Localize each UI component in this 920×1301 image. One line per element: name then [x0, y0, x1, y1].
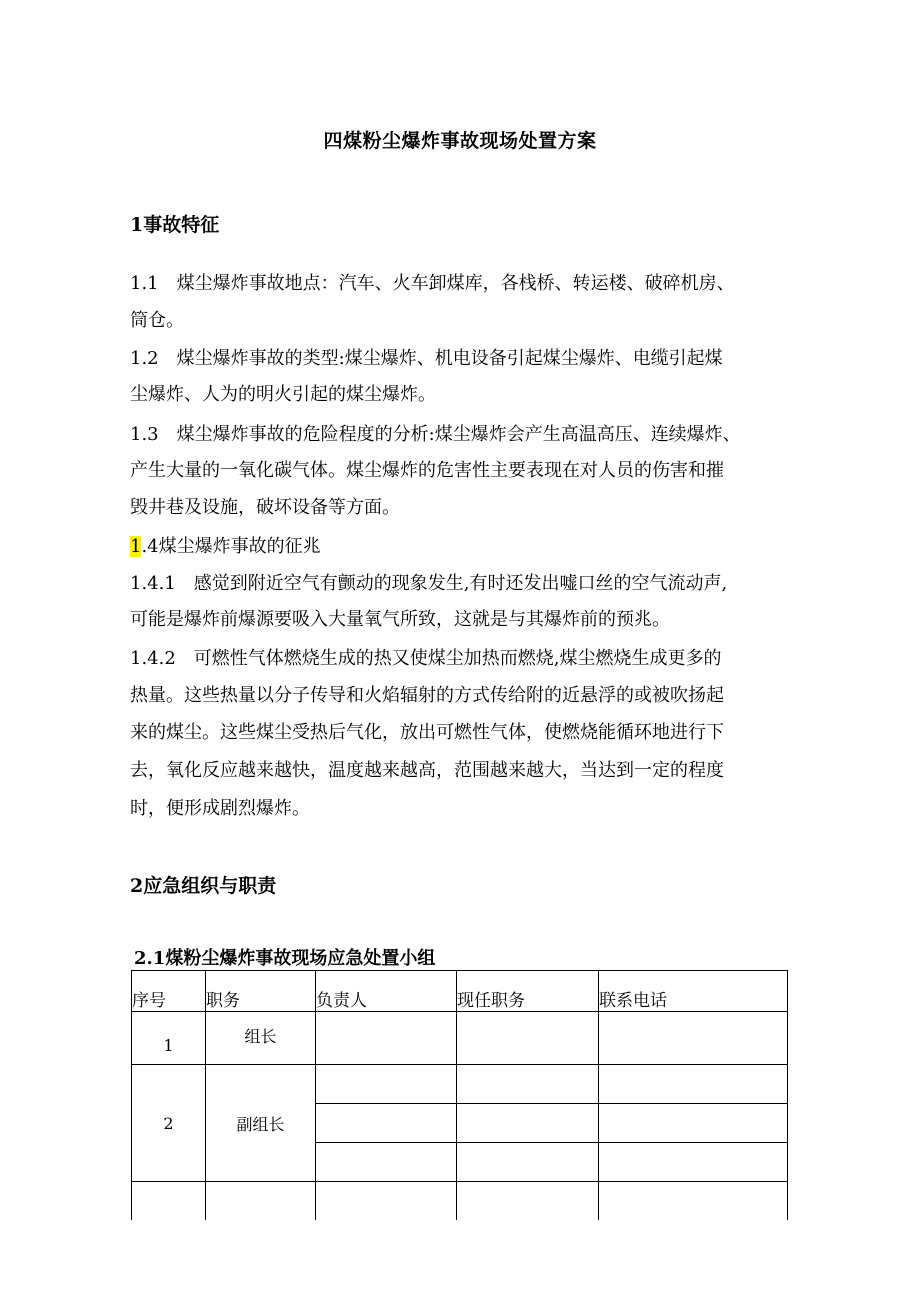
header-cell: 职务 — [206, 971, 316, 1012]
table-cell — [599, 1012, 788, 1065]
page-title: 四煤粉尘爆炸事故现场处置方案 — [323, 130, 597, 152]
paragraph-line: 时，便形成剧烈爆炸。 — [130, 798, 310, 819]
paragraph-line: 1.4.1 感觉到附近空气有颤动的现象发生,有时还发出嘘口丝的空气流动声, — [130, 573, 728, 594]
table-cell — [457, 1104, 599, 1143]
header-cell: 负责人 — [316, 971, 457, 1012]
table-row — [132, 1012, 788, 1065]
section-1-heading: 1事故特征 — [130, 214, 220, 236]
table-cell — [599, 1065, 788, 1104]
table-cell — [457, 1182, 599, 1221]
table-caption: 2.1煤粉尘爆炸事故现场应急处置小组 — [134, 948, 436, 969]
table-cell — [316, 1065, 457, 1104]
header-cell: 联系电话 — [599, 971, 788, 1012]
table-cell — [316, 1104, 457, 1143]
paragraph-line: 1.3 煤尘爆炸事故的危险程度的分析:煤尘爆炸会产生高温高压、连续爆炸、 — [130, 424, 741, 445]
paragraph-line: 热量。这些热量以分子传导和火焰辐射的方式传给附的近悬浮的或被吹扬起 — [130, 685, 724, 706]
highlight-mark: 1 — [130, 536, 142, 557]
header-cell: 序号 — [132, 971, 206, 1012]
header-cell: 现任职务 — [457, 971, 599, 1012]
row-number: 1 — [132, 1012, 206, 1065]
row-role: 副组长 — [206, 1065, 316, 1182]
paragraph-line: 来的煤尘。这些煤尘受热后气化，放出可燃性气体，使燃烧能循环地进行下 — [130, 722, 724, 743]
subheading-1-4 — [130, 532, 321, 558]
table-cell — [599, 1104, 788, 1143]
table-cell — [457, 1012, 599, 1065]
table-cell — [316, 1143, 457, 1182]
table-row — [132, 1065, 788, 1104]
paragraph-line: 1.4.2 可燃性气体燃烧生成的热又使煤尘加热而燃烧,煤尘燃烧生成更多的 — [130, 648, 722, 669]
section-2-heading: 2应急组织与职责 — [130, 875, 277, 897]
table-cell — [599, 1143, 788, 1182]
table-cell — [316, 1012, 457, 1065]
table-cell — [132, 1182, 206, 1221]
table-cell — [599, 1182, 788, 1221]
row-role: 组长 — [206, 1012, 316, 1065]
paragraph-line: 可能是爆炸前爆源要吸入大量氧气所致，这就是与其爆炸前的预兆。 — [130, 609, 670, 630]
paragraph-line: 尘爆炸、人为的明火引起的煤尘爆炸。 — [130, 384, 436, 405]
table-header-row — [132, 971, 788, 1012]
emergency-team-table — [131, 970, 788, 1220]
paragraph-line: 筒仓。 — [130, 310, 184, 331]
table-cell — [457, 1143, 599, 1182]
paragraph-line: 产生大量的一氧化碳气体。煤尘爆炸的危害性主要表现在对人员的伤害和摧 — [130, 460, 724, 481]
table-cell — [206, 1182, 316, 1221]
table-cell — [316, 1182, 457, 1221]
paragraph-line: 1.2 煤尘爆炸事故的类型:煤尘爆炸、机电设备引起煤尘爆炸、电缆引起煤 — [130, 348, 723, 369]
paragraph-line: 去，氧化反应越来越快，温度越来越高，范围越来越大，当达到一定的程度 — [130, 760, 724, 781]
paragraph-line: 毁井巷及设施，破坏设备等方面。 — [130, 497, 400, 518]
table-row — [132, 1182, 788, 1221]
table-cell — [457, 1065, 599, 1104]
subheading-1-4-text: .4煤尘爆炸事故的征兆 — [141, 536, 321, 557]
paragraph-line: 1.1 煤尘爆炸事故地点：汽车、火车卸煤库，各栈桥、转运楼、破碎机房、 — [130, 273, 735, 294]
row-number: 2 — [132, 1065, 206, 1182]
